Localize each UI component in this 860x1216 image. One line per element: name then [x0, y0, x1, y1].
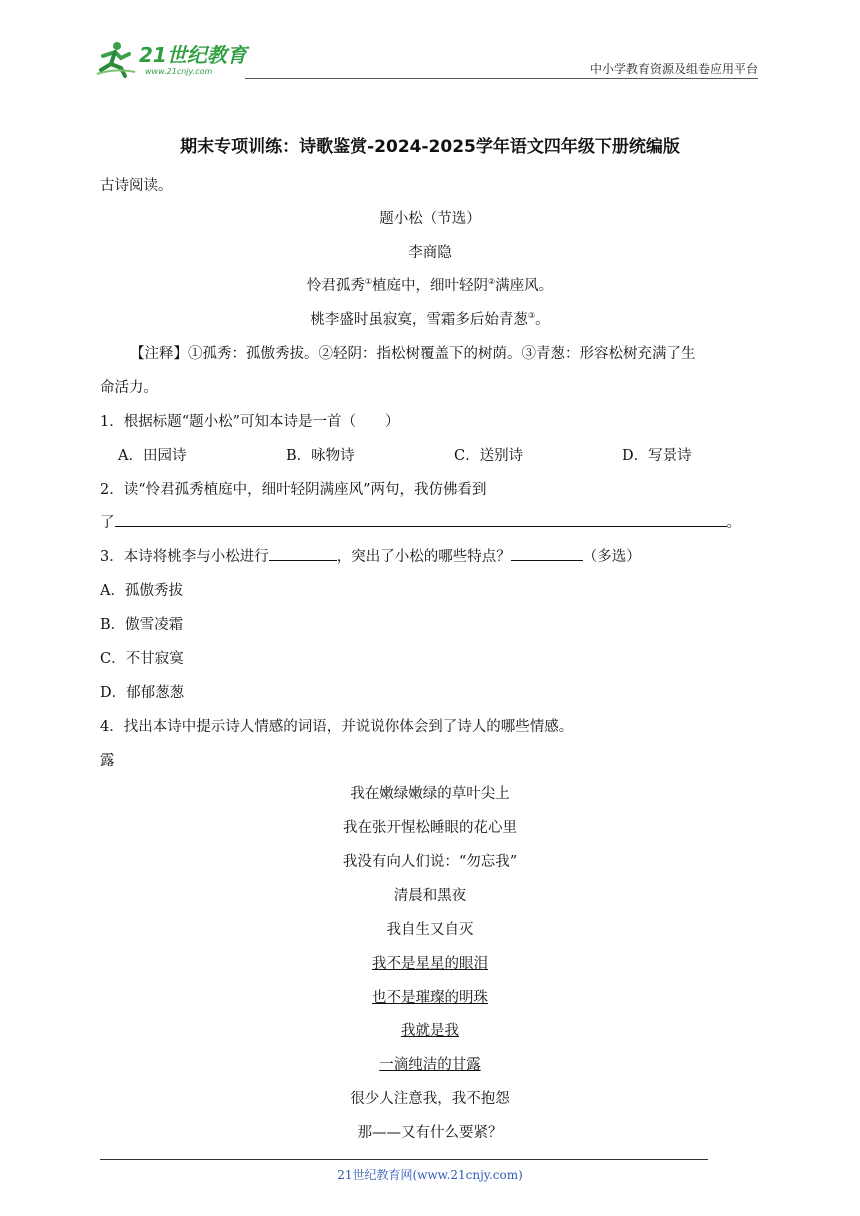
poem-title: 题小松（节选）: [379, 211, 481, 227]
question-3-option-b: B．傲雪凌霜: [100, 617, 184, 633]
question-3-option-d: D．郁郁葱葱: [100, 685, 185, 701]
poem2-title: 露: [100, 753, 115, 769]
runner-icon: [97, 42, 135, 76]
question-3-option-a: A．孤傲秀拔: [100, 583, 183, 599]
poem-notes: 【注释】①孤秀：孤傲秀拔。②轻阴：指松树覆盖下的树荫。③青葱：形容松树充满了生: [130, 346, 696, 362]
question-3-option-c: C．不甘寂寞: [100, 651, 184, 667]
answer-blank[interactable]: [269, 546, 337, 561]
poem2-line: 我在张开惺松睡眼的花心里: [343, 820, 517, 836]
footer-divider: [100, 1159, 708, 1160]
poem2-line-underlined: 一滴纯洁的甘露: [379, 1057, 481, 1073]
page-header: [95, 30, 758, 80]
poem-author: 李商隐: [408, 245, 452, 261]
answer-blank[interactable]: [511, 546, 583, 561]
poem-notes-cont: 命活力。: [100, 380, 158, 396]
question-4: 4．找出本诗中提示诗人情感的词语，并说说你体会到了诗人的哪些情感。: [100, 719, 574, 735]
logo-text: 21世纪教育: [139, 43, 247, 67]
poem2-line: 很少人注意我，我不抱怨: [350, 1091, 510, 1107]
poem2-line: 我在嫩绿嫩绿的草叶尖上: [350, 786, 510, 802]
question-2: 2．读“怜君孤秀植庭中，细叶轻阴满座风”两句，我仿佛看到: [100, 482, 487, 498]
question-1-option-a: A．田园诗: [118, 448, 187, 464]
poem2-line: 我没有向人们说：“勿忘我”: [342, 854, 518, 870]
question-1-option-d: D．写景诗: [622, 448, 692, 464]
poem2-line-underlined: 也不是璀璨的明珠: [372, 990, 488, 1006]
logo: [95, 38, 265, 78]
footer-link[interactable]: 21世纪教育网(www.21cnjy.com): [337, 1168, 523, 1182]
question-1: 1．根据标题“题小松”可知本诗是一首（ ）: [100, 414, 400, 430]
question-3: 3．本诗将桃李与小松进行 ，突出了小松的哪些特点？ （多选）: [100, 545, 641, 566]
header-divider: [245, 78, 758, 79]
question-2-answer-line: 了 。: [100, 511, 741, 532]
poem2-line-underlined: 我不是星星的眼泪: [372, 956, 488, 972]
header-platform-text: 中小学教育资源及组卷应用平台: [589, 62, 758, 76]
poem2-line: 清晨和黑夜: [393, 888, 467, 904]
question-1-option-b: B．咏物诗: [286, 448, 355, 464]
poem2-line-underlined: 我就是我: [401, 1023, 459, 1039]
poem2-line: 我自生又自灭: [386, 922, 474, 938]
poem-line-2: 桃李盛时虽寂寞，雪霜多后始青葱③。: [310, 311, 550, 328]
page-title: 期末专项训练：诗歌鉴赏-2024-2025学年语文四年级下册统编版: [180, 137, 680, 157]
section-intro: 古诗阅读。: [100, 178, 173, 194]
logo-url: www.21cnjy.com: [145, 67, 213, 76]
answer-blank[interactable]: [115, 512, 727, 527]
poem2-line: 那——又有什么要紧？: [357, 1125, 503, 1141]
question-1-option-c: C．送别诗: [454, 448, 524, 464]
poem-line-1: 怜君孤秀①植庭中，细叶轻阴②满座风。: [306, 277, 554, 294]
